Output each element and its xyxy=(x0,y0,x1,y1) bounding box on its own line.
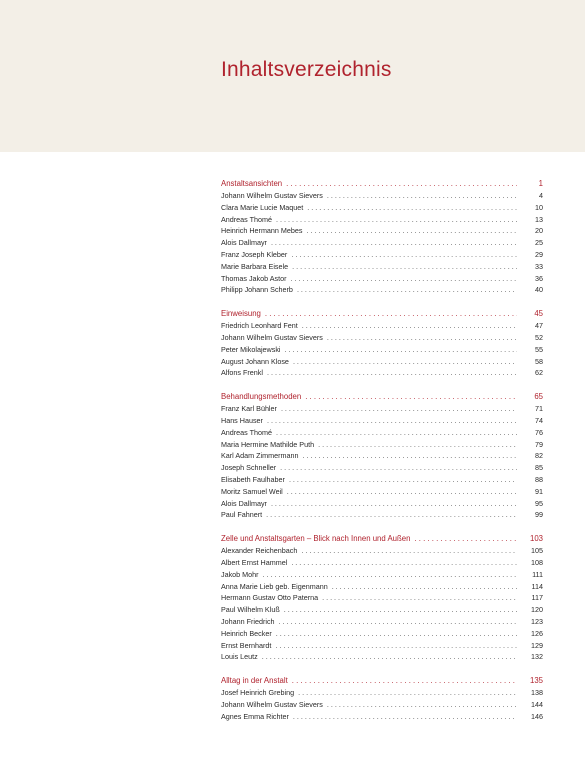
toc-page-number: 52 xyxy=(535,332,543,342)
toc-page-number: 55 xyxy=(535,344,543,354)
toc-entry-label: Heinrich Becker xyxy=(221,628,272,638)
toc-entry-label: Johann Friedrich xyxy=(221,616,275,626)
toc-page-number: 114 xyxy=(531,581,543,591)
toc-entry[interactable] xyxy=(221,427,543,439)
toc-leader-dots xyxy=(293,356,517,368)
toc-entry-label: Clara Marie Lucie Maquet xyxy=(221,202,304,212)
toc-entry[interactable] xyxy=(221,190,543,202)
toc-page-number: 99 xyxy=(535,510,543,520)
toc-entry[interactable] xyxy=(221,261,543,273)
page-title: Inhaltsverzeichnis xyxy=(221,58,392,81)
toc-entry-label: Hans Hauser xyxy=(221,415,263,425)
toc-leader-dots xyxy=(262,651,517,663)
toc-heading-label: Anstaltsansichten xyxy=(221,179,283,188)
toc-entry-label: Anna Marie Lieb geb. Eigenmann xyxy=(221,581,328,591)
toc-entry-label: Andreas Thomé xyxy=(221,214,273,224)
toc-page-number: 88 xyxy=(535,474,543,484)
toc-entry-label: Andreas Thomé xyxy=(221,427,273,437)
toc-leader-dots xyxy=(284,604,517,616)
toc-entry[interactable] xyxy=(221,249,543,261)
toc-entry-label: Moritz Samuel Weil xyxy=(221,486,283,496)
toc-entry-label: Marie Barbara Eisele xyxy=(221,261,289,271)
table-of-contents xyxy=(221,178,543,734)
toc-page-number: 82 xyxy=(535,451,543,461)
toc-page-number: 135 xyxy=(529,676,543,686)
toc-entry-label: Alois Dallmayr xyxy=(221,498,267,508)
toc-page-number: 108 xyxy=(531,557,543,567)
toc-leader-dots xyxy=(293,711,517,723)
toc-entry-label: Friedrich Leonhard Fent xyxy=(221,321,298,331)
toc-entry[interactable] xyxy=(221,356,543,368)
toc-leader-dots xyxy=(298,687,517,699)
toc-entry[interactable] xyxy=(221,545,543,557)
toc-leader-dots xyxy=(276,628,517,640)
toc-page-number: 129 xyxy=(531,640,543,650)
toc-leader-dots xyxy=(307,225,518,237)
toc-entry[interactable] xyxy=(221,450,543,462)
toc-leader-dots xyxy=(303,450,518,462)
toc-leader-dots xyxy=(281,403,517,415)
toc-page-number: 4 xyxy=(539,191,543,200)
toc-entry[interactable] xyxy=(221,604,543,616)
toc-leader-dots xyxy=(271,498,517,510)
toc-leader-dots xyxy=(276,214,517,226)
toc-section-heading[interactable] xyxy=(221,533,543,545)
toc-entry[interactable] xyxy=(221,616,543,628)
toc-entry-label: Paul Wilhelm Kluß xyxy=(221,605,280,615)
toc-section xyxy=(221,533,543,663)
toc-page-number: 144 xyxy=(531,699,543,709)
toc-leader-dots xyxy=(292,675,517,687)
toc-entry[interactable] xyxy=(221,284,543,296)
toc-entry[interactable] xyxy=(221,557,543,569)
toc-section-heading[interactable] xyxy=(221,308,543,320)
toc-entry-label: Hermann Gustav Otto Paterna xyxy=(221,593,319,603)
toc-page-number: 20 xyxy=(535,226,543,236)
toc-section xyxy=(221,391,543,521)
toc-entry-label: Louis Leutz xyxy=(221,652,258,662)
toc-section xyxy=(221,178,543,296)
toc-entry[interactable] xyxy=(221,202,543,214)
toc-page-number: 1 xyxy=(538,179,543,188)
toc-entry-label: Franz Joseph Kleber xyxy=(221,249,288,259)
toc-entry[interactable] xyxy=(221,498,543,510)
toc-leader-dots xyxy=(289,474,517,486)
toc-entry[interactable] xyxy=(221,344,543,356)
toc-page-number: 103 xyxy=(529,534,543,544)
toc-section xyxy=(221,308,543,379)
toc-page-number: 29 xyxy=(535,249,543,259)
toc-heading-label: Zelle und Anstaltsgarten – Blick nach Innen und Außen xyxy=(221,534,411,544)
toc-entry[interactable] xyxy=(221,640,543,652)
toc-entry[interactable] xyxy=(221,687,543,699)
toc-entry-label: Karl Adam Zimmermann xyxy=(221,451,299,461)
toc-entry-label: Franz Karl Bühler xyxy=(221,404,277,414)
toc-page-number: 36 xyxy=(535,273,543,283)
toc-entry-label: Johann Wilhelm Gustav Sievers xyxy=(221,332,323,342)
toc-leader-dots xyxy=(291,273,517,285)
toc-leader-dots xyxy=(414,533,517,545)
toc-page-number: 58 xyxy=(535,356,543,366)
toc-entry-label: Thomas Jakob Astor xyxy=(221,273,287,283)
toc-entry-label: Albert Ernst Hammel xyxy=(221,557,288,567)
toc-entry-label: Peter Mikolajewski xyxy=(221,344,281,354)
toc-entry-label: Heinrich Hermann Mebes xyxy=(221,226,303,236)
toc-leader-dots xyxy=(307,202,517,214)
toc-leader-dots xyxy=(291,249,517,261)
toc-page-number: 45 xyxy=(534,309,543,319)
toc-leader-dots xyxy=(266,509,517,521)
toc-entry[interactable] xyxy=(221,699,543,711)
toc-leader-dots xyxy=(327,190,517,202)
toc-leader-dots xyxy=(280,462,517,474)
toc-entry[interactable] xyxy=(221,569,543,581)
toc-entry[interactable] xyxy=(221,367,543,379)
toc-page-number: 62 xyxy=(535,368,543,378)
toc-entry[interactable] xyxy=(221,320,543,332)
toc-entry-label: Johann Wilhelm Gustav Sievers xyxy=(221,191,323,200)
toc-entry[interactable] xyxy=(221,651,543,663)
toc-entry[interactable] xyxy=(221,332,543,344)
toc-page-number: 13 xyxy=(535,214,543,224)
toc-entry-label: Paul Fahnert xyxy=(221,510,263,520)
toc-section-heading[interactable] xyxy=(221,178,543,190)
toc-entry[interactable] xyxy=(221,486,543,498)
toc-leader-dots xyxy=(276,427,517,439)
toc-heading-label: Behandlungsmethoden xyxy=(221,392,302,402)
toc-entry[interactable] xyxy=(221,462,543,474)
toc-page-number: 146 xyxy=(531,711,543,721)
toc-page-number: 123 xyxy=(531,616,543,626)
toc-leader-dots xyxy=(327,699,517,711)
toc-leader-dots xyxy=(275,640,517,652)
toc-entry[interactable] xyxy=(221,592,543,604)
toc-leader-dots xyxy=(285,344,517,356)
toc-page-number: 91 xyxy=(535,486,543,496)
toc-entry[interactable] xyxy=(221,225,543,237)
toc-entry[interactable] xyxy=(221,214,543,226)
toc-page-number: 47 xyxy=(535,321,543,331)
toc-leader-dots xyxy=(267,367,517,379)
toc-leader-dots xyxy=(305,391,517,403)
toc-entry-label: Joseph Schneller xyxy=(221,463,277,473)
toc-entry[interactable] xyxy=(221,237,543,249)
toc-page-number: 111 xyxy=(532,569,543,579)
toc-entry[interactable] xyxy=(221,628,543,640)
toc-section-heading[interactable] xyxy=(221,675,543,687)
toc-entry-label: Alexander Reichenbach xyxy=(221,546,298,556)
toc-leader-dots xyxy=(267,415,517,427)
toc-leader-dots xyxy=(292,261,517,273)
toc-page-number: 71 xyxy=(535,404,543,414)
toc-leader-dots xyxy=(297,284,517,296)
toc-page-number: 117 xyxy=(531,593,543,603)
toc-page-number: 95 xyxy=(535,498,543,508)
toc-page-number: 120 xyxy=(531,605,543,615)
toc-page-number: 74 xyxy=(535,415,543,425)
toc-entry-label: Maria Hermine Mathilde Puth xyxy=(221,439,315,449)
toc-page-number: 65 xyxy=(534,392,543,402)
toc-entry-label: Johann Wilhelm Gustav Sievers xyxy=(221,699,323,709)
toc-page-number: 10 xyxy=(535,202,543,212)
toc-entry-label: Alois Dallmayr xyxy=(221,238,267,248)
toc-entry[interactable] xyxy=(221,711,543,723)
toc-page-number: 76 xyxy=(535,427,543,437)
toc-leader-dots xyxy=(287,486,517,498)
toc-leader-dots xyxy=(302,320,517,332)
toc-page-number: 105 xyxy=(531,546,543,556)
toc-page-number: 132 xyxy=(531,652,543,662)
toc-entry-label: Josef Heinrich Grebing xyxy=(221,688,295,698)
toc-entry-label: Elisabeth Faulhaber xyxy=(221,474,285,484)
toc-leader-dots xyxy=(327,332,517,344)
toc-entry[interactable] xyxy=(221,439,543,451)
toc-page-number: 85 xyxy=(535,463,543,473)
toc-leader-dots xyxy=(279,616,517,628)
toc-entry[interactable] xyxy=(221,581,543,593)
toc-leader-dots xyxy=(265,308,517,320)
toc-entry-label: Agnes Emma Richter xyxy=(221,711,289,721)
toc-leader-dots xyxy=(271,237,517,249)
toc-page-number: 40 xyxy=(535,285,543,295)
toc-page-number: 79 xyxy=(535,439,543,449)
toc-entry-label: Ernst Bernhardt xyxy=(221,640,272,650)
toc-heading-label: Alltag in der Anstalt xyxy=(221,676,288,686)
toc-section xyxy=(221,675,543,722)
toc-entry[interactable] xyxy=(221,415,543,427)
toc-leader-dots xyxy=(332,581,517,593)
toc-entry-label: Alfons Frenkl xyxy=(221,368,263,378)
toc-leader-dots xyxy=(301,545,517,557)
toc-page-number: 33 xyxy=(535,261,543,271)
toc-leader-dots xyxy=(291,557,517,569)
toc-page-number: 126 xyxy=(531,628,543,638)
toc-heading-label: Einweisung xyxy=(221,309,261,319)
toc-leader-dots xyxy=(286,178,517,190)
toc-page-number: 138 xyxy=(531,688,543,698)
toc-leader-dots xyxy=(322,592,517,604)
toc-entry[interactable] xyxy=(221,403,543,415)
toc-entry[interactable] xyxy=(221,474,543,486)
toc-entry[interactable] xyxy=(221,273,543,285)
toc-page-number: 25 xyxy=(535,238,543,248)
toc-leader-dots xyxy=(263,569,517,581)
toc-entry-label: Jakob Mohr xyxy=(221,569,259,579)
toc-entry-label: August Johann Klose xyxy=(221,356,289,366)
toc-entry-label: Philipp Johann Scherb xyxy=(221,285,293,295)
toc-leader-dots xyxy=(318,439,517,451)
toc-section-heading[interactable] xyxy=(221,391,543,403)
toc-entry[interactable] xyxy=(221,509,543,521)
